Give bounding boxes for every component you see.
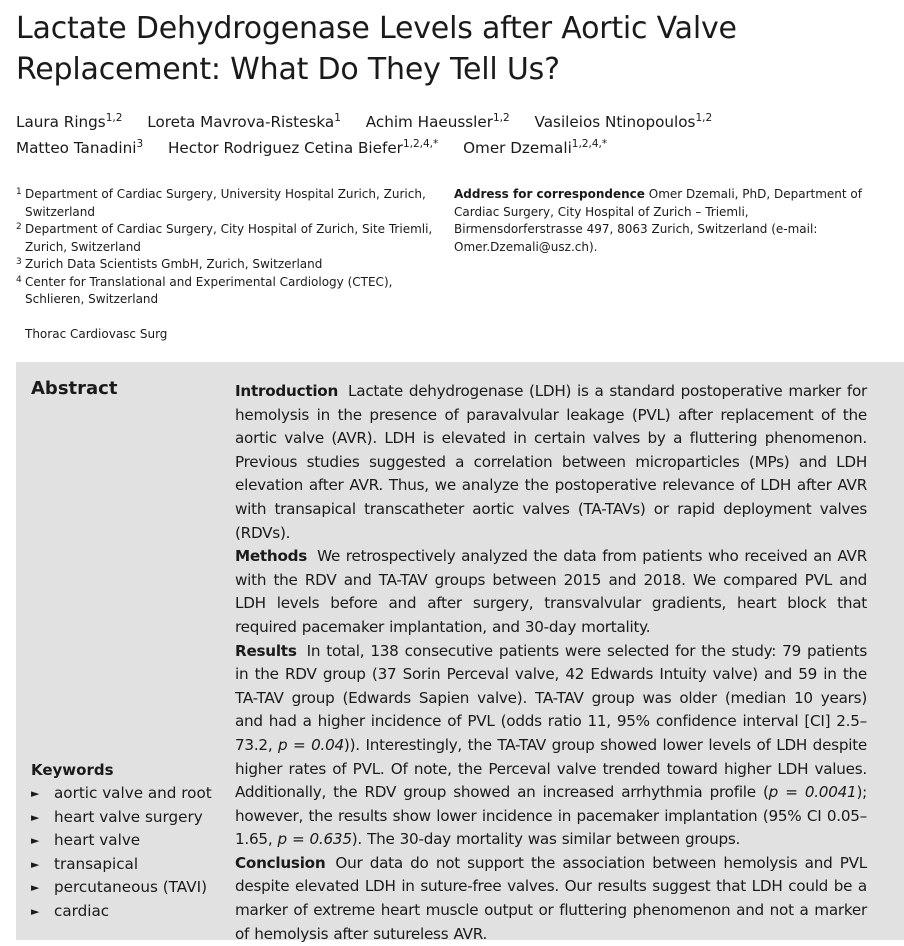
author: Hector Rodriguez Cetina Biefer$^{1,2,4,*}$ (168, 138, 439, 157)
correspondence-text: Omer Dzemali, PhD, Department of Cardiac Surgery, City Hospital of Zurich – Triemli, Birmensdorferstrasse 497, 8063 Zurich, Switzerland (e-mail: Omer.Dzemali@usz.ch). (454, 187, 862, 254)
bullet-arrow-icon: ► (31, 810, 40, 824)
abstract-introduction: Introduction Lactate dehydrogenase (LDH) is a standard postoperative marker for hemolysis in the presence of paravalvular leakage (PVL) after replacement of the aortic valve (AVR). LDH is elevated in certain valves by a fluttering phenomenon. Previous studies suggested a correlation between microparticles (MPs) and LDH elevation after AVR. Thus, we analyze the postoperative relevance of LDH after AVR with transapical transcatheter aortic valves (TA-TAVs) or rapid deployment valves (RDVs). (235, 382, 867, 542)
author: Vasileios Ntinopoulos$^{1,2}$ (534, 112, 713, 131)
abstract-results: Results In total, 138 consecutive patients were selected for the study: 79 patients in the RDV group (37 Sorin Perceval valve, 42 Edwards Intuity valve) and 59 in the TA-TAV group (Edwards Sapien valve). TA-TAV group was older (median 10 years) and had a higher incidence of PVL (odds ratio 11, 95% confidence interval [CI] 2.5–73.2, p = 0.04)). Interestingly, the TA-TAV group showed lower levels of LDH despite higher rates of PVL. Of note, the Perceval valve trended toward higher LDH values. Additionally, the RDV group showed an increased arrhythmia profile (p = 0.0041); however, the results show lower incidence in pacemaker implantation (95% CI 0.05–1.65, p = 0.635). The 30-day mortality was similar between groups. (235, 641, 868, 849)
author: Omer Dzemali$^{1,2,4,*}$ (463, 138, 608, 157)
abstract-conclusion: Conclusion Our data do not support the association between hemolysis and PVL despite elevated LDH in suture-free valves. Our results suggest that LDH could be a marker of extreme heart muscle output or fluttering phenomenon and not a marker of hemolysis after sutureless AVR. (235, 853, 867, 943)
affiliation: 2 Department of Cardiac Surgery, City Hospital of Zurich, Site Triemli, Zurich, Switzerland (16, 222, 433, 254)
author-list (16, 109, 896, 161)
author: Achim Haeussler$^{1,2}$ (365, 112, 510, 131)
keyword-item: ► heart valve surgery (31, 806, 231, 830)
keyword-item: ► percutaneous (TAVI) (31, 876, 231, 900)
abstract-methods: Methods We retrospectively analyzed the data from patients who received an AVR with the RDV and TA-TAV groups between 2015 and 2018. We compared PVL and LDH levels before and after surgery, transvalvular gradients, heart block that required pacemaker implantation, and 30-day mortality. (235, 547, 867, 636)
affiliation: 4 Center for Translational and Experimental Cardiology (CTEC), Schlieren, Switzerland (16, 274, 393, 306)
keyword-item: ► heart valve (31, 829, 231, 853)
bullet-arrow-icon: ► (31, 834, 40, 848)
paper-title: Lactate Dehydrogenase Levels after Aortic Valve Replacement: What Do They Tell Us? (16, 11, 737, 87)
author: Matteo Tanadini$^3$ (16, 138, 144, 157)
keyword-item: ► aortic valve and root (31, 782, 231, 806)
author: Loreta Mavrova-Risteska$^1$ (147, 112, 341, 131)
introduction-label: Introduction (235, 382, 339, 400)
bullet-arrow-icon: ► (31, 787, 40, 800)
correspondence-address (454, 186, 874, 256)
affiliation: 3 Zurich Data Scientists GmbH, Zurich, Switzerland (16, 257, 323, 271)
bullet-arrow-icon: ► (31, 904, 40, 918)
conclusion-label: Conclusion (235, 853, 326, 872)
abstract-box (16, 362, 904, 943)
abstract-heading: Abstract (31, 378, 118, 399)
author: Laura Rings$^{1,2}$ (16, 112, 123, 131)
keyword-item: ► cardiac (31, 900, 231, 924)
keyword-item: ► transapical (31, 853, 231, 877)
bullet-arrow-icon: ► (31, 857, 40, 871)
abstract-body (235, 380, 867, 946)
keywords-heading: Keywords (31, 761, 114, 779)
methods-label: Methods (235, 547, 308, 566)
journal-name: Thorac Cardiovasc Surg (25, 327, 168, 341)
affiliations (16, 186, 436, 309)
correspondence-label: Address for correspondence (454, 187, 645, 201)
affiliation: 1 Department of Cardiac Surgery, University Hospital Zurich, Zurich, Switzerland (16, 187, 426, 219)
bullet-arrow-icon: ► (31, 881, 40, 895)
results-label: Results (235, 641, 297, 660)
keywords-panel (31, 758, 231, 924)
